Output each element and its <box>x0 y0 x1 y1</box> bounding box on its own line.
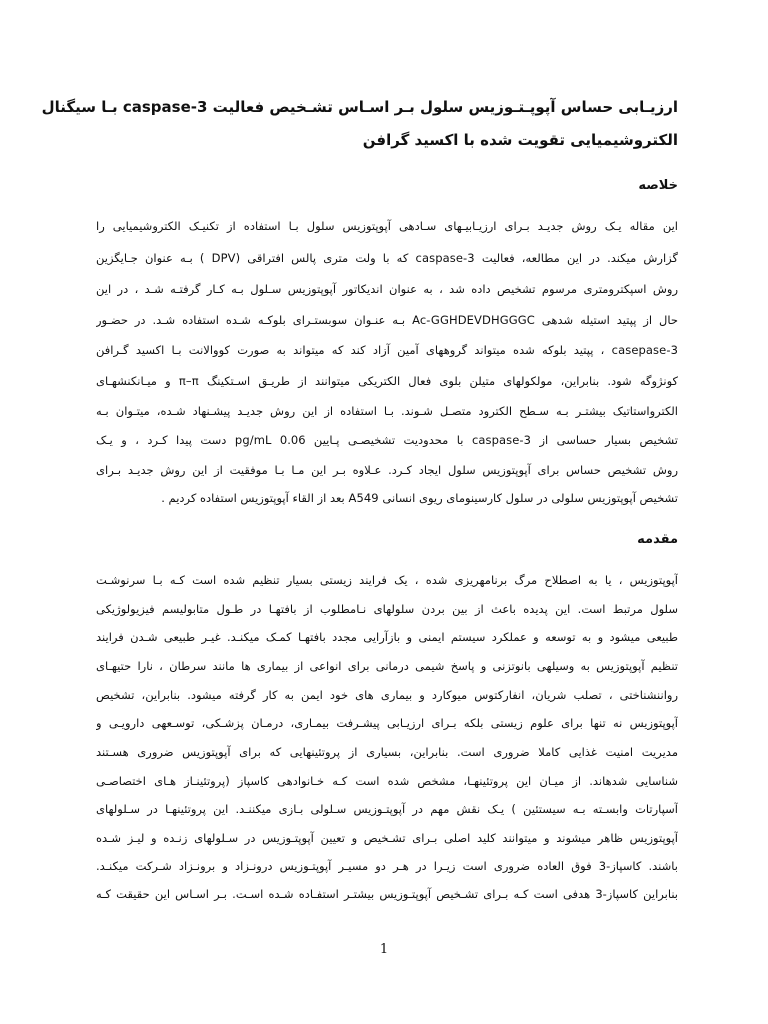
intro-heading: مقدمه <box>637 532 678 547</box>
intro-line: آپوپتوزیس ، یا به اصطلاح مرگ برنامهریزی شده ، یک فرایند زیستی بسیار تنظیم شده است کـه بـا سرنوشـت <box>96 573 678 587</box>
intro-line: طبیعی میشود و به توسعه و عملکرد سیستم ایمنی و بازآرایی مجدد بافتهـا کمـک میکنـد. غیـر طبیعی شـدن فرایند <box>96 630 678 644</box>
abstract-line: روش اسپکترومتری مرسوم تشخیص داده شد ، به عنوان اندیکاتور آپوپتوزیس سـلول بـه کـار گرفتـه شـد ، در این <box>96 282 678 296</box>
intro-line: سلول مرتبط است. این پدیده باعث از بین بردن سلولهای نـامطلوب از بافتهـا در طـول متابولیسم فیزیولوژیکی <box>96 602 678 616</box>
intro-line: بنابراین کاسپاز-3 هدفی است کـه بـرای تشـخیص آپوپتـوزیس بیشتـر استفـاده شـده اسـت. بـر اسـاس این حقیقت کـه <box>96 887 678 901</box>
intro-line: آپوپتوزیس ظاهر میشوند و میتوانند کلید اصلی بـرای تشـخیص و تعیین آپوپتـوزیس در سـلولهای زنـده و لیـز شـده <box>96 831 678 845</box>
title-line-1: ارزیـابی حساس آپوپـتـوزیس سلول بـر اسـاس تشـخیص فعالیت caspase-3 بـا سیگنال <box>41 98 678 116</box>
intro-line: رواننشناختی ، تصلب شریان، انفارکتوس میوکارد و بیماری های خود ایمن به کار گرفته میشود. بنابراین، تشخیص <box>96 688 678 702</box>
abstract-line: تشخیص آپوپتوزیس سلولی در سلول کارسینومای ریوی انسانی A549 بعد از القاء آپوپتوزیس استفاده کردیم . <box>161 491 678 505</box>
intro-line: باشند. کاسپاز-3 فوق العاده ضروری است زیـرا در هـر دو مسیـر آپوپتـوزیس درونـزاد و برونـزاد شـرکت میکنـد. <box>96 859 678 873</box>
intro-line: آپوپتوزیس نه تنها برای علوم زیستی بلکه بـرای ارزیـابی پیشـرفت بیمـاری، درمـان پزشـکی، توسـعهی دارویـی و <box>96 716 678 730</box>
abstract-line: الکترواستاتیک بیشتـر بـه سـطح الکترود متصـل شـوند. بـا استفاده از این روش جدیـد پیشـنهاد شـده، میتـوان بـه <box>96 404 678 418</box>
intro-line: شناسایی شدهاند. از میـان این پروتئینهـا، مشخص شده است کـه خـانوادهی کاسپاز (پروتئینـاز هـای اختصاصـی <box>96 774 678 788</box>
abstract-line: روش تشخیص حساس برای آپوپتوزیس سلول ایجاد کـرد. عـلاوه بـر این مـا بـا موفقیت از این روش جدیـد بـرای <box>96 463 678 477</box>
abstract-line: کونژوگه شود. بنابراین، مولکولهای متیلن بلوی فعال الکتریکی میتوانند از طریـق اسـتکینگ π–π و میـانکنشهـای <box>96 374 678 388</box>
page-number: 1 <box>379 942 389 957</box>
abstract-heading: خلاصه <box>638 178 678 193</box>
title-line-2: الکتروشیمیایی تقویت شده با اکسید گرافن <box>362 131 678 149</box>
abstract-line: این مقاله یـک روش جدیـد بـرای ارزیـابیـهای سـادهی آپوپتوزیس سلول بـا استفاده از تکنیـک الکتروشیمیایی را <box>96 219 678 233</box>
intro-line: مدیریت امنیت غذایی کاملا ضروری است. بنابراین، بسیاری از پروتئینهایی که برای آپوپتوزیس ضروری هسـتند <box>96 745 678 759</box>
abstract-line: casepase-3 ، پپتید بلوکه شده میتواند گروههای آمین آزاد کند که میتواند به صورت کووالانت بـا اکسید گـرافن <box>96 343 678 357</box>
intro-line: تنظیم آپوپتوزیس به وسیلهی بانوتزنی و پاسخ شیمی درمانی برای انواعی از بیماری ها مانند سرطان ، نارا حتیهـای <box>96 659 678 673</box>
abstract-line: حال از پپتید استیله شدهی Ac-GGHDEVDHGGGC بـه عنـوان سوبستـرای بلوکـه شـده استفاده شـد. در حضـور <box>96 313 678 327</box>
intro-line: آسپارتات وابسـته بـه سیستئین ) یـک نقش مهم در آپوپتـوزیس سـلولی بـازی میکننـد. این پروتئینهـا در سـلولهای <box>96 802 678 816</box>
abstract-line: گزارش میکند. در این مطالعه، فعالیت caspase-3 که با ولت متری پالس افتراقی (DPV ) بـه عنوان جـایگزین <box>96 251 678 265</box>
abstract-line: تشخیص بسیار حساسی از caspase-3 با محدودیت تشخیصـی پـایین 0.06 pg/mL دست پیدا کـرد ، و یـک <box>96 433 678 447</box>
